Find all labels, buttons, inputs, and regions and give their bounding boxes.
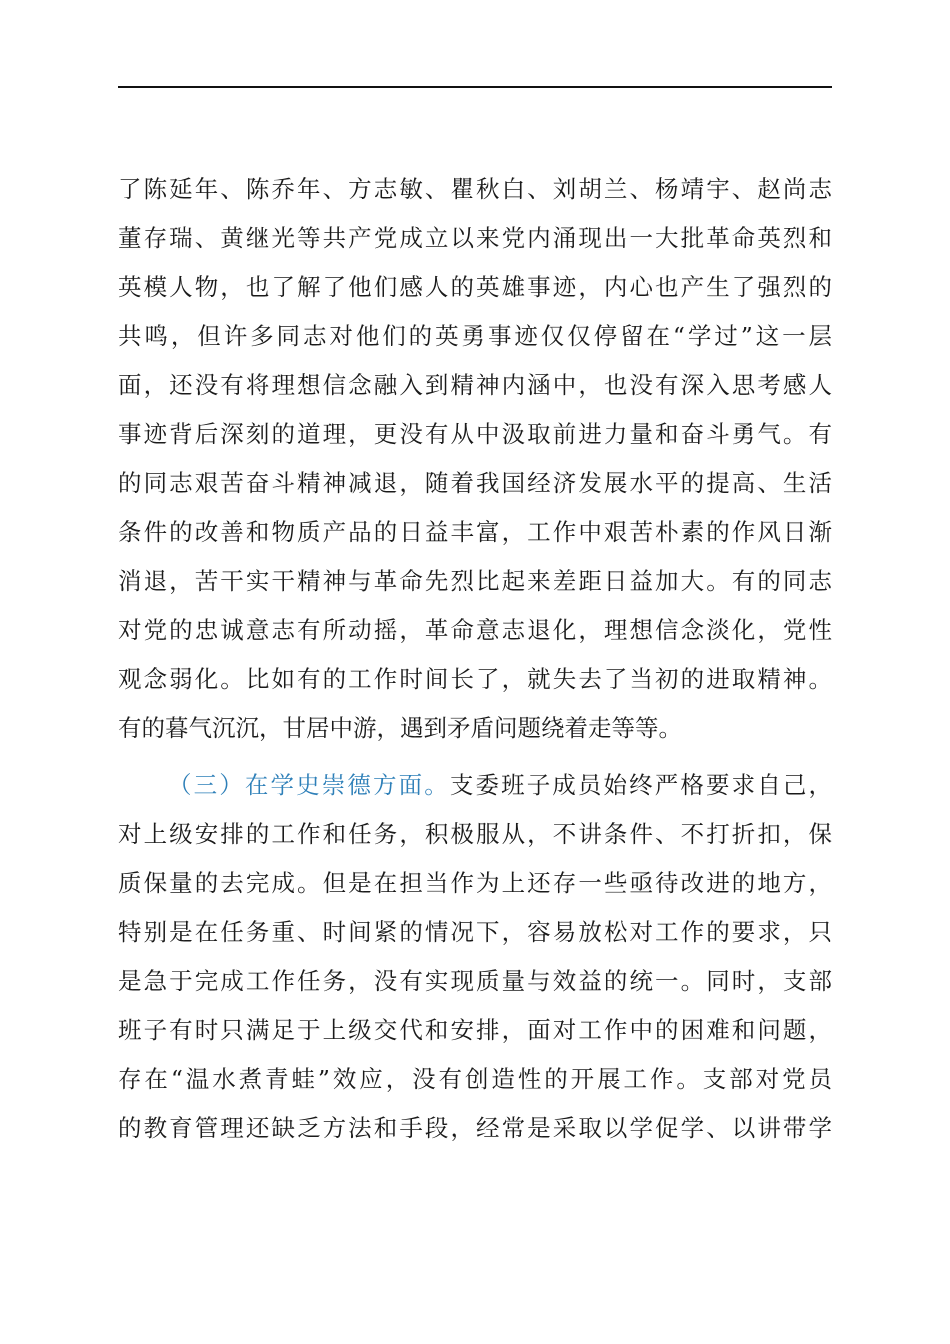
paragraph-line: 班子有时只满足于上级交代和安排，面对工作中的困难和问题，	[118, 1016, 832, 1044]
paragraph-line: 存在“温水煮青蛙”效应，没有创造性的开展工作。支部对党员	[118, 1065, 832, 1093]
paragraph-line: 质保量的去完成。但是在担当作为上还存一些亟待改进的地方，	[118, 869, 832, 897]
paragraph-line: 是急于完成工作任务，没有实现质量与效益的统一。同时，支部	[118, 967, 832, 995]
header-rule	[118, 86, 832, 88]
paragraph-line: 董存瑞、黄继光等共产党成立以来党内涌现出一大批革命英烈和	[118, 224, 832, 252]
paragraph-line: 消退，苦干实干精神与革命先烈比起来差距日益加大。有的同志	[118, 567, 832, 595]
section-heading: （三）在学史崇德方面。	[168, 771, 450, 799]
paragraph-line: 了陈延年、陈乔年、方志敏、瞿秋白、刘胡兰、杨靖宇、赵尚志	[118, 175, 832, 203]
paragraph-line: 对上级安排的工作和任务，积极服从，不讲条件、不打折扣，保	[118, 820, 832, 848]
paragraph-line: 条件的改善和物质产品的日益丰富，工作中艰苦朴素的作风日渐	[118, 518, 832, 546]
paragraph-line: 共鸣，但许多同志对他们的英勇事迹仅仅停留在“学过”这一层	[118, 322, 832, 350]
paragraph-line: 的教育管理还缺乏方法和手段，经常是采取以学促学、以讲带学	[118, 1114, 832, 1142]
section-3-first-line	[168, 761, 832, 810]
paragraph-line: 的同志艰苦奋斗精神减退，随着我国经济发展水平的提高、生活	[118, 469, 832, 497]
paragraph-line: 观念弱化。比如有的工作时间长了，就失去了当初的进取精神。	[118, 665, 832, 693]
paragraph-line: 对党的忠诚意志有所动摇，革命意志退化，理想信念淡化，党性	[118, 616, 832, 644]
section-3-first-line-text: 支委班子成员始终严格要求自己，	[449, 771, 832, 799]
paragraph-line: 事迹背后深刻的道理，更没有从中汲取前进力量和奋斗勇气。有	[118, 420, 832, 448]
paragraph-line: 有的暮气沉沉，甘居中游，遇到矛盾问题绕着走等等。	[118, 714, 682, 742]
paragraph-line: 英模人物，也了解了他们感人的英雄事迹，内心也产生了强烈的	[118, 273, 832, 301]
paragraph-line: 面，还没有将理想信念融入到精神内涵中，也没有深入思考感人	[118, 371, 832, 399]
paragraph-line: 特别是在任务重、时间紧的情况下，容易放松对工作的要求，只	[118, 918, 832, 946]
